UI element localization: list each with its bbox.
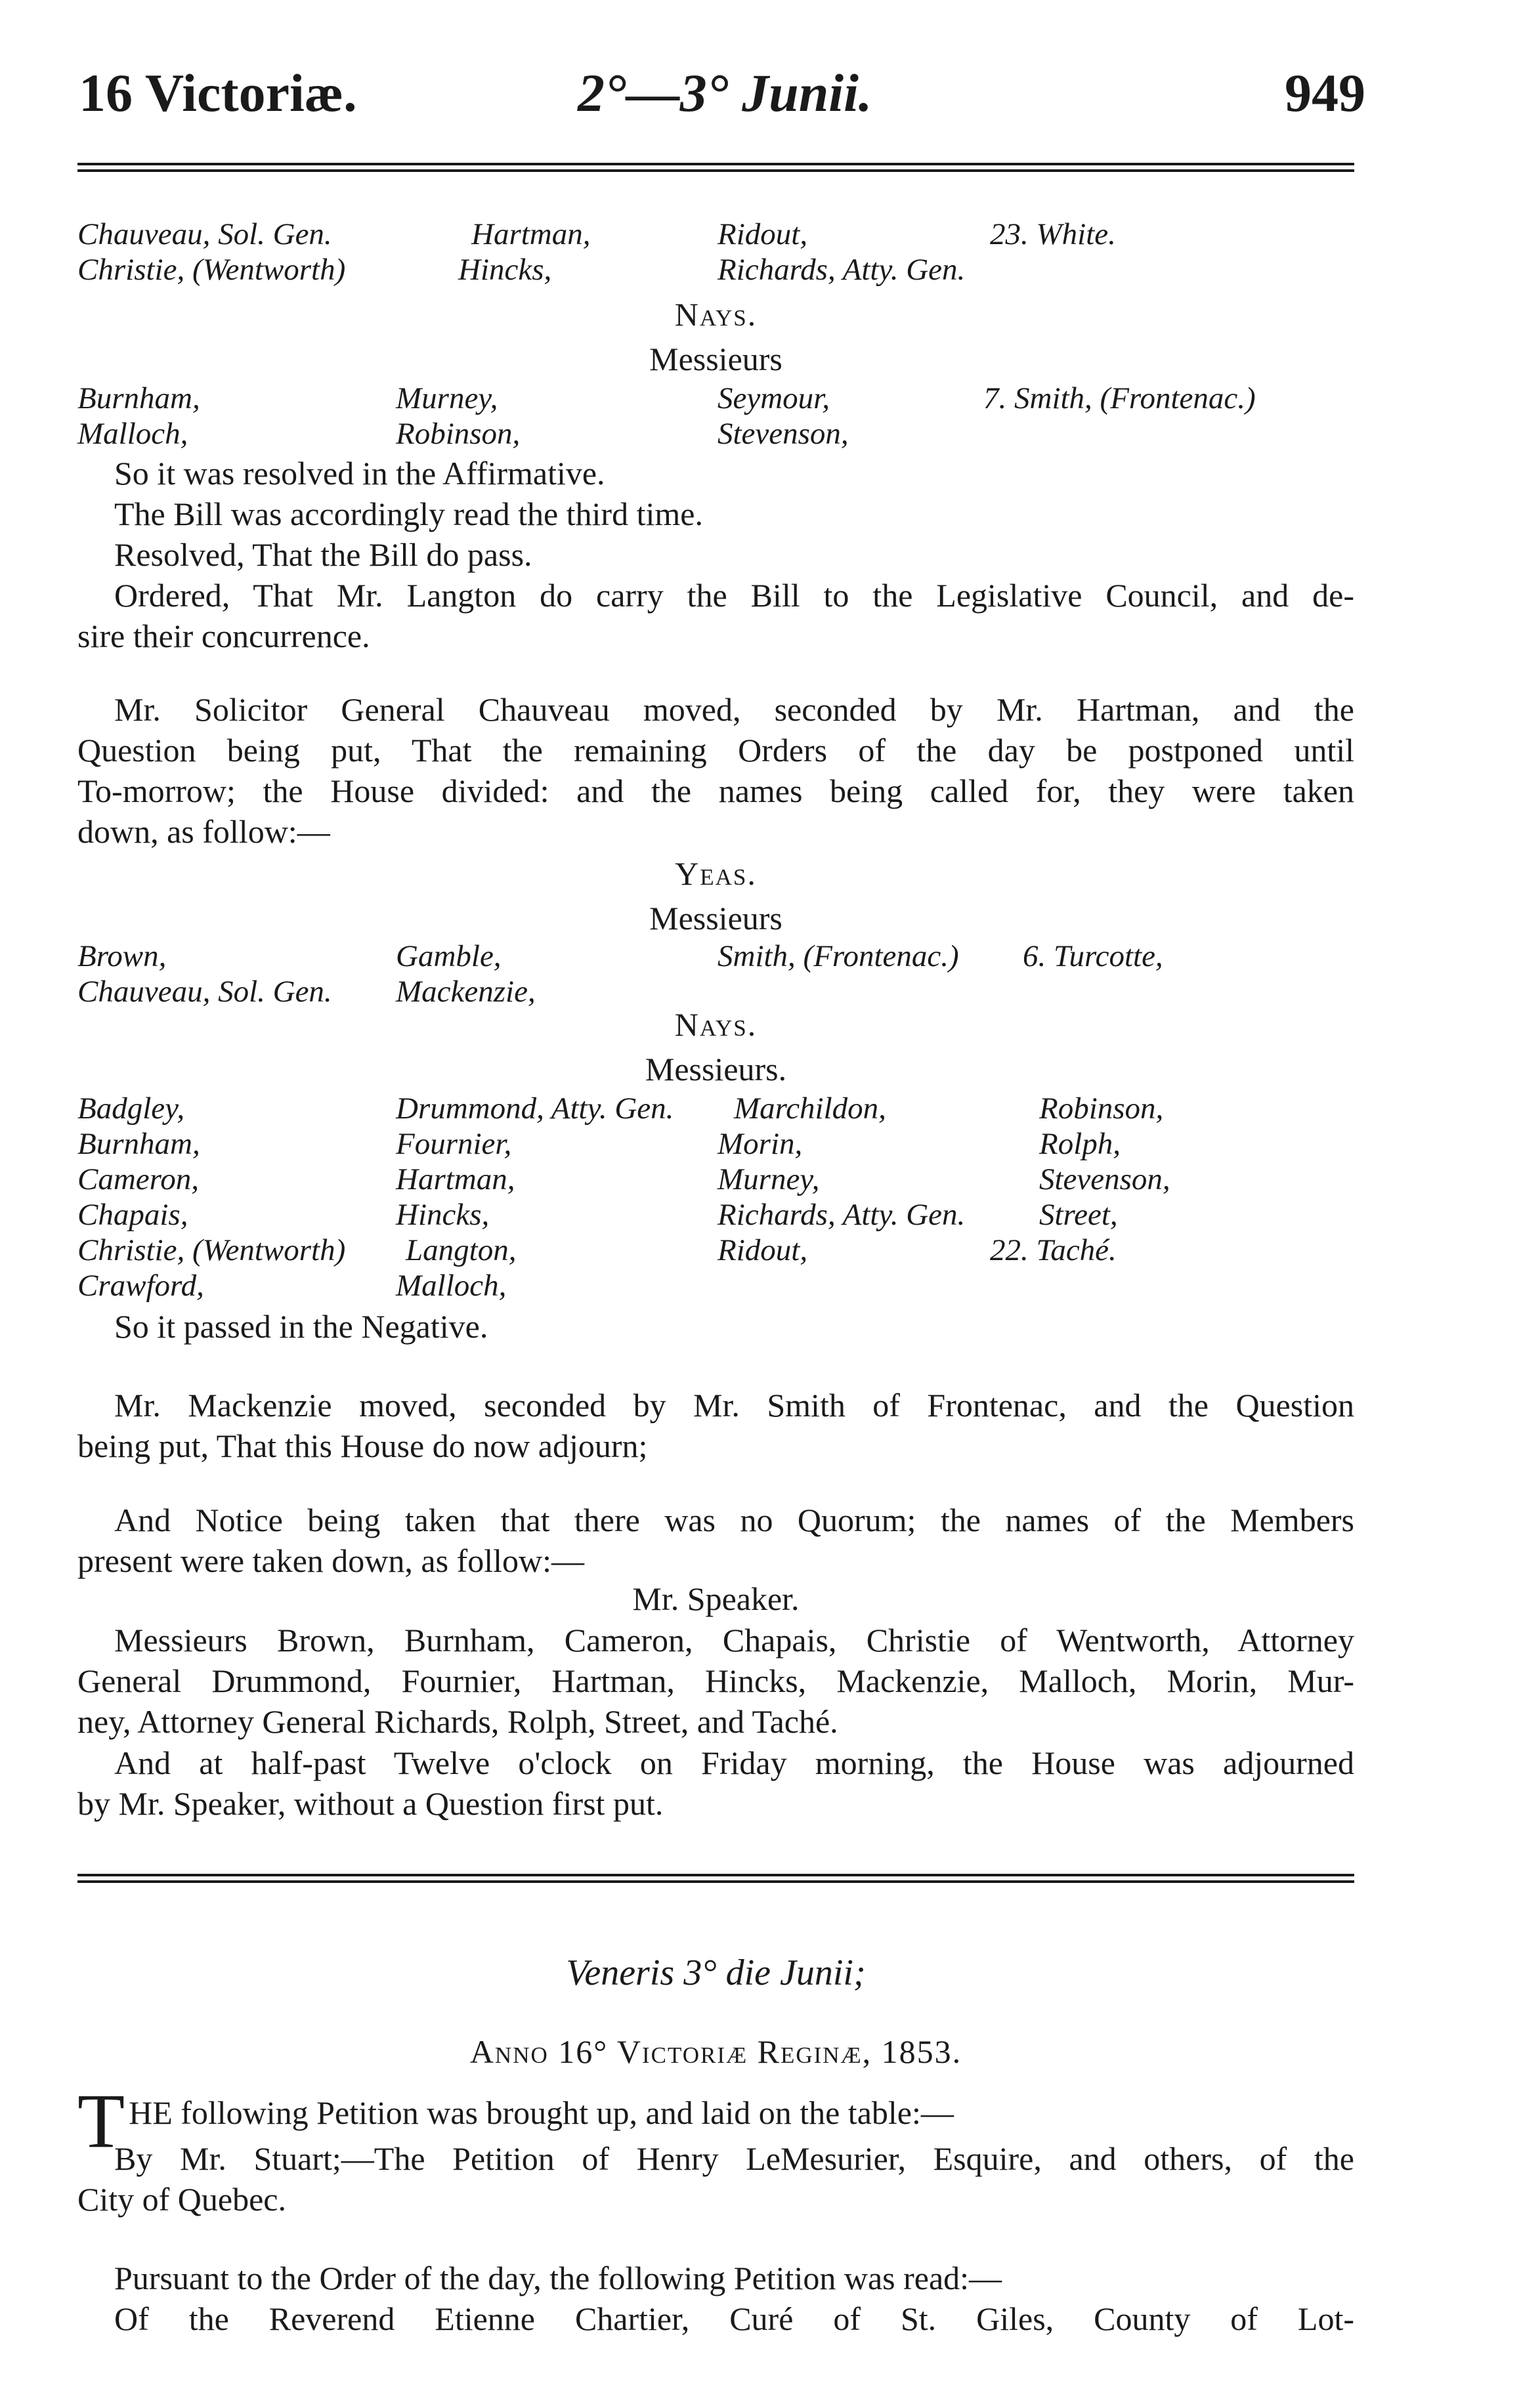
vote-name: Crawford,: [77, 1269, 204, 1303]
vote-name: 6. Turcotte,: [1023, 939, 1163, 973]
vote-name: Stevenson,: [718, 417, 849, 451]
motion-paragraph: Mr. Solicitor General Chauveau moved, seconded by Mr. Hartman, and the Question being put, That the remaining Orders of the day be postponed until To-morrow; the House divided: and the names being called for, they were taken down, as follow:—: [77, 691, 1354, 850]
vote-name: Marchildon,: [734, 1091, 886, 1126]
vote-row: [77, 1091, 1354, 1126]
vote-name: Malloch,: [396, 1269, 507, 1303]
vote-row: [77, 939, 1354, 974]
header-regnal-year: 16 Victoriæ.: [79, 63, 357, 123]
vote-name: Christie, (Wentworth): [77, 253, 346, 287]
speaker-line: Mr. Speaker.: [632, 1580, 800, 1617]
petition-by: By Mr. Stuart;—The Petition of Henry LeMesurier, Esquire, and others, of the City of Quebec.: [77, 2140, 1354, 2218]
pursuant-paragraph: Pursuant to the Order of the day, the following Petition was read:— Of the Reverend Etienne Chartier, Curé of St. Giles, County of Lot-: [114, 2260, 1354, 2337]
vote-name: Brown,: [77, 939, 167, 973]
vote-name: 23. White.: [990, 217, 1116, 251]
vote-name: Hincks,: [396, 1198, 490, 1232]
vote-name: Ridout,: [718, 1233, 808, 1267]
vote-name: Christie, (Wentworth): [77, 1233, 346, 1267]
vote-name: 7. Smith, (Frontenac.): [983, 381, 1256, 415]
vote-name: Robinson,: [396, 417, 521, 451]
vote-name: Drummond, Atty. Gen.: [396, 1091, 674, 1126]
vote-name: Hartman,: [396, 1162, 515, 1196]
members-present: Messieurs Brown, Burnham, Cameron, Chapais, Christie of Wentworth, Attorney General Drummond, Fournier, Hartman, Hincks, Mackenzie, Malloch, Morin, Mur- ney, Attorney General Richards, Rolph, Street, and Taché.: [77, 1622, 1354, 1740]
page-number: 949: [1285, 63, 1365, 123]
quorum-paragraph: And Notice being taken that there was no Quorum; the names of the Members present were taken down, as follow:—: [77, 1502, 1354, 1579]
vote-row: [77, 1268, 1354, 1303]
nays-list-1: [77, 381, 1354, 452]
yeas-list: [77, 939, 1354, 1009]
header-rule: [77, 163, 1354, 172]
vote-row: [77, 1233, 1354, 1268]
vote-name: Robinson,: [1039, 1091, 1164, 1126]
vote-name: Chapais,: [77, 1198, 188, 1232]
vote-name: 22. Taché.: [990, 1233, 1117, 1267]
nays2-messieurs: Messieurs.: [645, 1051, 787, 1088]
nays-heading: Nays.: [674, 296, 758, 333]
vote-name: Burnham,: [77, 381, 200, 415]
vote-row: [77, 217, 1354, 252]
vote-row: [77, 381, 1354, 416]
top-vote-list: [77, 217, 1354, 287]
section-rule: [77, 1874, 1354, 1883]
yeas-messieurs: Messieurs: [649, 900, 782, 937]
vote-name: Richards, Atty. Gen.: [718, 253, 966, 287]
drop-cap: T: [77, 2078, 125, 2164]
vote-name: Murney,: [718, 1162, 820, 1196]
vote-name: Langton,: [406, 1233, 517, 1267]
vote-name: Street,: [1039, 1198, 1118, 1232]
vote-row: [77, 252, 1354, 287]
nays2-heading: Nays.: [674, 1006, 758, 1043]
vote-name: Mackenzie,: [396, 975, 536, 1009]
vote-name: Smith, (Frontenac.): [718, 939, 959, 973]
petition-intro: T HE following Petition was brought up, and laid on the table:—: [77, 2078, 954, 2164]
vote-name: Gamble,: [396, 939, 502, 973]
adjourned-paragraph: And at half-past Twelve o'clock on Friday morning, the House was adjourned by Mr. Speaker, without a Question first put.: [77, 1744, 1354, 1822]
header-dates: 2°—3° Junii.: [578, 63, 872, 123]
vote-row: [77, 1162, 1354, 1197]
vote-name: Cameron,: [77, 1162, 199, 1196]
vote-name: Fournier,: [396, 1127, 512, 1161]
messieurs-label: Messieurs: [649, 341, 782, 377]
vote-name: Chauveau, Sol. Gen.: [77, 217, 332, 251]
vote-row: [77, 416, 1354, 452]
vote-name: Rolph,: [1039, 1127, 1121, 1161]
vote-row: [77, 1126, 1354, 1162]
vote-name: Malloch,: [77, 417, 188, 451]
vote-name: Seymour,: [718, 381, 830, 415]
vote-name: Richards, Atty. Gen.: [718, 1198, 966, 1232]
vote-name: Burnham,: [77, 1127, 200, 1161]
negative-result: So it passed in the Negative.: [114, 1308, 488, 1345]
vote-name: Chauveau, Sol. Gen.: [77, 975, 332, 1009]
yeas-heading: Yeas.: [675, 855, 757, 892]
resolution-paragraph: So it was resolved in the Affirmative. The Bill was accordingly read the third time. Resolved, That the Bill do pass. Ordered, That Mr. Langton do carry the Bill to the Legislative Council, and de- sire their concurrence.: [77, 455, 1354, 654]
vote-name: Hartman,: [471, 217, 591, 251]
nays2-list: [77, 1091, 1354, 1303]
vote-name: Stevenson,: [1039, 1162, 1170, 1196]
adjourn-motion: Mr. Mackenzie moved, seconded by Mr. Smith of Frontenac, and the Question being put, That this House do now adjourn;: [77, 1387, 1354, 1464]
vote-name: Morin,: [718, 1127, 803, 1161]
vote-name: Badgley,: [77, 1091, 185, 1126]
section-title: Veneris 3° die Junii;: [566, 1953, 866, 1993]
vote-name: Ridout,: [718, 217, 808, 251]
vote-row: [77, 1197, 1354, 1233]
vote-name: Murney,: [396, 381, 498, 415]
page-header: [79, 62, 1365, 135]
anno-line: Anno 16° Victoriæ Reginæ, 1853.: [469, 2033, 962, 2070]
vote-name: Hincks,: [458, 253, 552, 287]
